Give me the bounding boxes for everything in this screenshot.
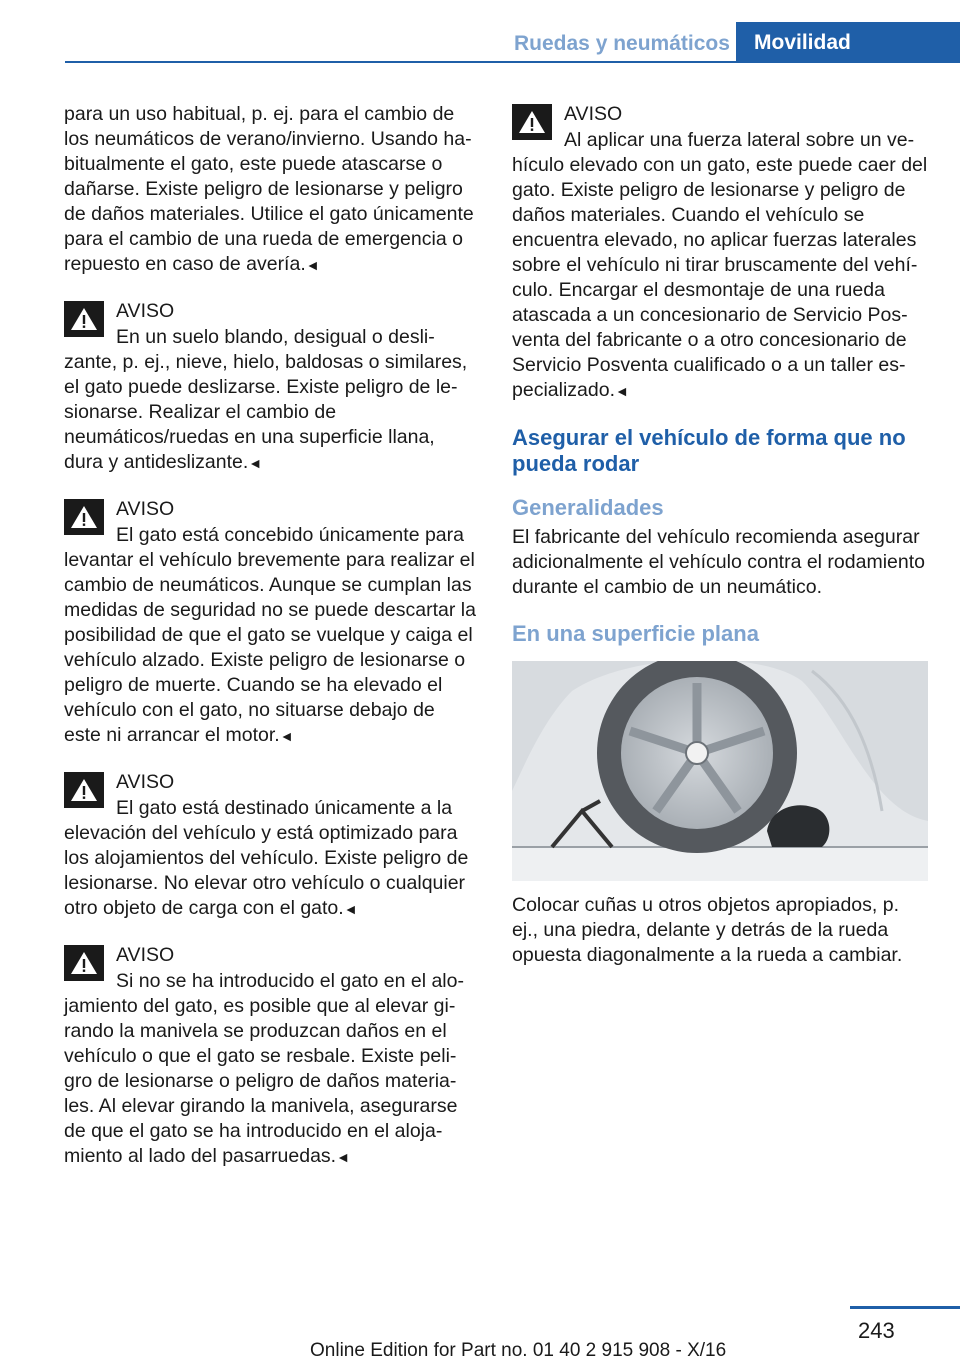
subheading-flat-surface: En una superficie plana — [512, 621, 759, 646]
hub-logo — [686, 742, 708, 764]
warning-title: AVISO — [116, 498, 175, 520]
end-mark: ◄ — [248, 455, 263, 471]
warning-block — [64, 943, 476, 1170]
warning-title: AVISO — [116, 771, 175, 793]
left-column — [64, 102, 476, 1191]
subheading-general: Generalidades — [512, 495, 664, 520]
figure-caption: Colocar cuñas u otros objetos apropiados, p. ej., una piedra, delante y detrás de la rueda opuesta diagonalmente a la rueda a cambiar. — [512, 894, 903, 966]
warning-text: El gato está concebido únicamente para levantar el vehículo brevemente para realizar el cambio de neumáticos. Aunque se cumplan las medidas de seguridad no se puede descartar la posibilidad de que el gato se vuelque y caiga el vehículo alzado. Existe peligro de lesionarse o peligro de muerte. Cuando se ha elevado el vehículo con el gato, no situarse debajo de este ni arrancar el motor. — [64, 524, 476, 746]
warning-title: AVISO — [116, 944, 175, 966]
footer-rule — [850, 1306, 960, 1309]
page-number: 243 — [858, 1318, 895, 1343]
edition-note: Online Edition for Part no. 01 40 2 915 908 - X/16 — [310, 1340, 727, 1361]
end-mark: ◄ — [614, 383, 629, 399]
warning-block — [512, 102, 928, 404]
warning-block — [64, 770, 476, 922]
chapter-tab-label: Movilidad — [754, 30, 851, 54]
section-heading: Asegurar el vehículo de forma que no pueda rodar — [512, 425, 906, 476]
wheel-chock-illustration — [512, 661, 928, 881]
end-mark: ◄ — [279, 728, 294, 744]
end-mark: ◄ — [336, 1149, 350, 1165]
end-mark: ◄ — [305, 257, 320, 273]
section-title: Ruedas y neumáticos — [514, 32, 730, 55]
warning-text: Al aplicar una fuerza lateral sobre un vehículo elevado con un gato, este puede caer del gato. Existe peligro de lesionarse y peligro de daños materiales. Cuando el vehículo se encuentra elevado, no aplicar fuerzas laterales sobre el vehículo ni tirar bruscamente del vehículo. Encargar el desmontaje de una rueda atascada a un concesionario de Servicio Posventa del fabricante o a otro concesionario de Servicio Posventa cualificado o a un taller especializado. — [512, 129, 928, 401]
warning-title: AVISO — [116, 300, 175, 322]
general-paragraph: El fabricante del vehículo recomienda asegurar adicionalmente el vehículo contra el rodamiento durante el cambio de un neumático. — [512, 526, 925, 598]
warning-text: El gato está destinado únicamente a la elevación del vehículo y está optimizado para los alojamientos del vehículo. Existe peligro de lesionarse. No elevar otro vehículo o cualquier otro objeto de carga con el gato. — [64, 797, 469, 919]
right-column — [512, 102, 928, 989]
warning-block — [64, 299, 476, 476]
chapter-tab[interactable] — [736, 22, 960, 63]
warning-title: AVISO — [564, 103, 623, 125]
warning-block — [64, 497, 476, 749]
warning-text: En un suelo blando, desigual o deslizante, p. ej., nieve, hielo, baldosas o similares, el gato puede deslizarse. Existe peligro de lesionarse. Realizar el cambio de neumáticos/ruedas en una superficie llana, dura y antideslizante. — [64, 326, 468, 473]
end-mark: ◄ — [343, 901, 358, 917]
intro-paragraph: para un uso habitual, p. ej. para el cambio de los neumáticos de verano/invierno. Usando habitualmente el gato, este puede atascarse o dañarse. Existe peligro de lesionarse y peligro de daños materiales. Utilice el gato únicamente para el cambio de una rueda de emergencia o repuesto en caso de avería.◄ — [64, 103, 474, 275]
warning-text: Si no se ha introducido el gato en el alojamiento del gato, es posible que al elevar girando la manivela se produzcan daños en el vehículo o que el gato se resbale. Existe peligro de lesionarse o peligro de daños materiales. Al elevar girando la manivela, asegurarse de que el gato se ha introducido en el alojamiento al lado del pasarruedas. — [64, 970, 464, 1167]
